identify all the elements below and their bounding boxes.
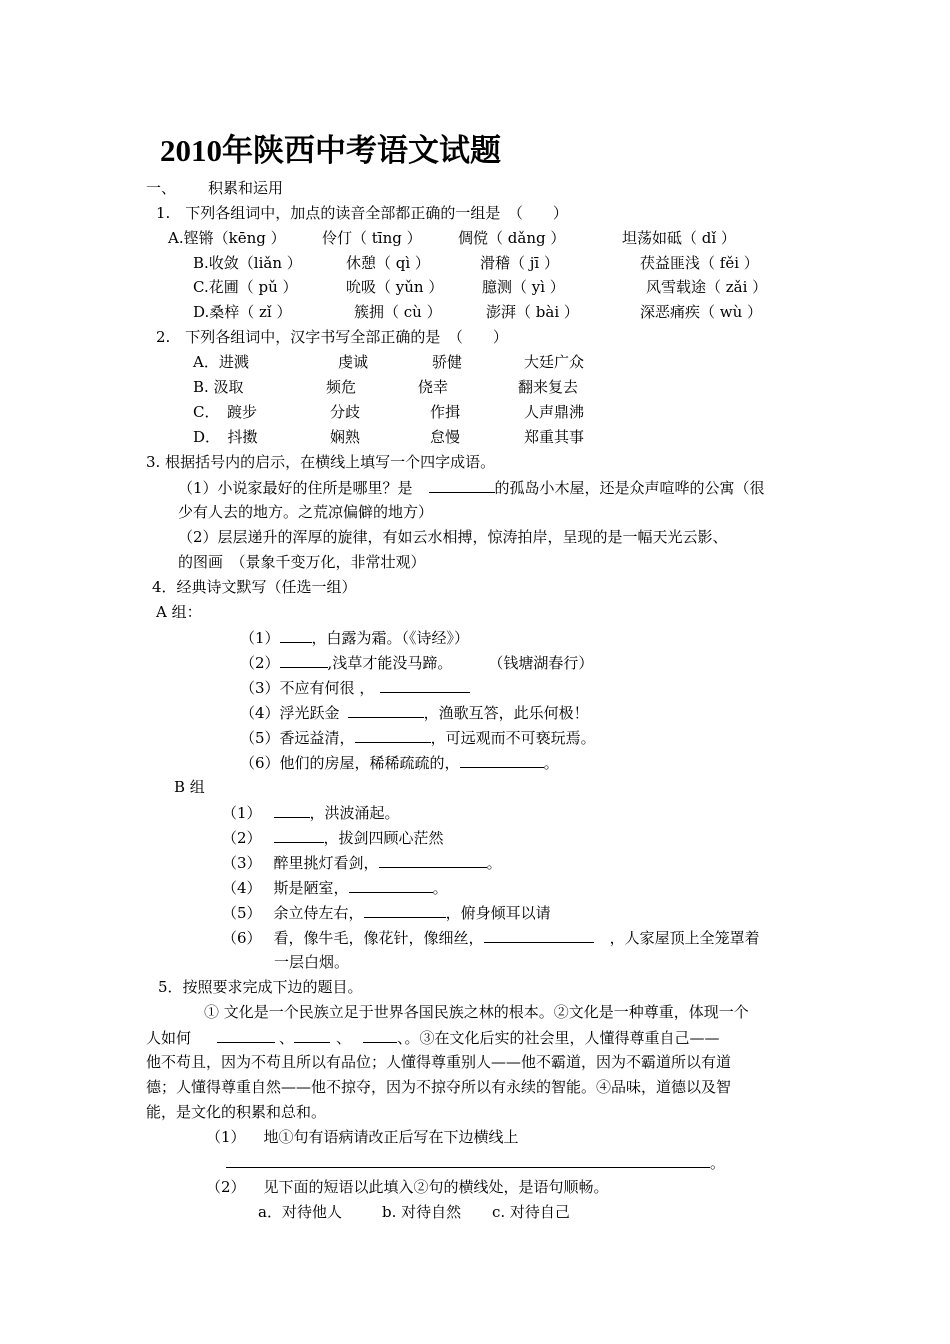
option-cell: 休憩（ qì ） bbox=[346, 254, 430, 272]
option-cell: D.桑梓（ zǐ ） bbox=[193, 303, 292, 321]
option-cell: 茯益匪浅（ fěi ） bbox=[640, 254, 759, 272]
item-number: （2） bbox=[222, 829, 262, 847]
group-b-item-5 bbox=[222, 902, 551, 923]
answer-blank[interactable] bbox=[294, 1027, 330, 1043]
option-cell: B.收敛（liǎn ） bbox=[193, 254, 302, 272]
item-number: （1） bbox=[240, 629, 280, 647]
item-number: （6） bbox=[240, 754, 280, 772]
text: 。 bbox=[543, 754, 559, 772]
group-a-item-2 bbox=[240, 652, 593, 673]
option-cell: 怠慢 bbox=[430, 428, 461, 446]
option-b: b. 对待自然 bbox=[382, 1203, 462, 1221]
question-5-stem: 5．按照要求完成下边的题目。 bbox=[158, 978, 363, 996]
group-b-item-6-cont: 一层白烟。 bbox=[274, 953, 350, 971]
answer-blank[interactable] bbox=[429, 477, 495, 493]
option-cell: 伶仃（ tīng ） bbox=[322, 229, 422, 247]
passage-line: 他不苟且，因为不苟且所以有品位；人懂得尊重别人——他不霸道，因为不霸道所以有道 bbox=[146, 1053, 732, 1071]
item-number: （3） bbox=[240, 679, 280, 697]
passage-line: ① 文化是一个民族立足于世界各国民族之林的根本。②文化是一种尊重，体现一个 bbox=[204, 1003, 749, 1021]
text: ，渔歌互答，此乐何极！ bbox=[423, 704, 589, 722]
group-b-item-2 bbox=[222, 827, 444, 848]
option-cell: D． 抖擞 bbox=[193, 428, 258, 446]
text: 他们的房屋，稀稀疏疏的， bbox=[279, 754, 460, 772]
text: ，人家屋顶上全笼罩着 bbox=[609, 929, 760, 947]
text: 香远益清， bbox=[279, 729, 355, 747]
group-b-item-3 bbox=[222, 852, 502, 873]
text: 、 bbox=[279, 1029, 295, 1047]
item-number: （2） bbox=[240, 654, 280, 672]
sub-question-1-answer bbox=[226, 1152, 725, 1173]
question-3-part-1 bbox=[178, 477, 765, 498]
question-3-part-2-cont: 的图画 （景象千变万化，非常壮观） bbox=[178, 553, 426, 571]
question-3-part-2: （2）层层递升的浑厚的旋律，有如云水相搏，惊涛拍岸，呈现的是一幅天光云影、 bbox=[178, 528, 728, 546]
option-cell: 分歧 bbox=[330, 403, 361, 421]
option-cell: 大廷广众 bbox=[524, 353, 585, 371]
text: 。 bbox=[486, 854, 502, 872]
group-a-item-1 bbox=[240, 627, 469, 648]
item-number: （5） bbox=[222, 904, 262, 922]
answer-blank[interactable] bbox=[349, 877, 433, 893]
item-number: （5） bbox=[240, 729, 280, 747]
section-label: 积累和运用 bbox=[208, 179, 284, 197]
option-cell: A．进溅 bbox=[193, 353, 249, 371]
answer-blank[interactable] bbox=[217, 1027, 275, 1043]
option-cell: 臆测（ yì ） bbox=[482, 278, 565, 296]
option-cell: 风雪载途（ zǎi ） bbox=[646, 278, 768, 296]
option-cell: 人声鼎沸 bbox=[524, 403, 585, 421]
option-cell: 虔诚 bbox=[338, 353, 369, 371]
item-number: （6） bbox=[222, 929, 262, 947]
answer-blank[interactable] bbox=[484, 927, 594, 943]
item-number: （3） bbox=[222, 854, 262, 872]
answer-blank[interactable] bbox=[280, 627, 312, 643]
section-heading bbox=[146, 178, 283, 198]
option-cell: 娴熟 bbox=[330, 428, 361, 446]
item-number: （1） bbox=[222, 804, 262, 822]
option-cell: C.花圃（ pǔ ） bbox=[193, 278, 298, 296]
option-cell: 滑稽（ jī ） bbox=[480, 254, 559, 272]
passage-line: 德；人懂得尊重自然——他不掠夺，因为不掠夺所以有永续的智能。④品味，道德以及智 bbox=[146, 1078, 732, 1096]
answer-line[interactable] bbox=[226, 1152, 710, 1168]
option-cell: 频危 bbox=[326, 378, 357, 396]
answer-blank[interactable] bbox=[460, 752, 544, 768]
text: 。 bbox=[710, 1154, 726, 1172]
group-a-item-4 bbox=[240, 702, 589, 723]
group-a-item-6 bbox=[240, 752, 559, 773]
answer-blank[interactable] bbox=[380, 677, 470, 693]
option-cell: C． 踱步 bbox=[193, 403, 257, 421]
group-b-item-6 bbox=[222, 927, 760, 948]
option-cell: 簇拥（ cù ） bbox=[354, 303, 442, 321]
text: 。 bbox=[432, 879, 448, 897]
answer-blank[interactable] bbox=[364, 902, 446, 918]
group-a-item-3 bbox=[240, 677, 470, 698]
text: ，洪波涌起。 bbox=[309, 804, 400, 822]
text: ，拔剑四顾心茫然 bbox=[323, 829, 444, 847]
question-2-stem: 2. 下列各组词中，汉字书写全部正确的是 （ ） bbox=[156, 328, 508, 346]
answer-blank[interactable] bbox=[363, 1027, 397, 1043]
group-a-label: A 组： bbox=[156, 603, 202, 621]
passage-line bbox=[146, 1027, 720, 1048]
text: 斯是陋室， bbox=[273, 879, 349, 897]
text: ，可远观而不可亵玩焉。 bbox=[430, 729, 596, 747]
group-a-item-5 bbox=[240, 727, 596, 748]
item-number: （1） bbox=[206, 1128, 246, 1146]
option-cell: 澎湃（ bài ） bbox=[486, 303, 579, 321]
section-number: 一、 bbox=[146, 179, 177, 197]
text: 地①句有语病请改正后写在下边横线上 bbox=[263, 1128, 519, 1146]
group-b-item-4 bbox=[222, 877, 448, 898]
text: 见下面的短语以此填入②句的横线处，是语句顺畅。 bbox=[263, 1178, 609, 1196]
option-cell: 翻来复去 bbox=[518, 378, 579, 396]
text: ，俯身倾耳以请 bbox=[445, 904, 551, 922]
text: ，白露为霜。（《诗经》） bbox=[311, 629, 470, 647]
option-a: a．对待他人 bbox=[258, 1203, 342, 1221]
option-cell: A.铿锵（kēng ） bbox=[168, 229, 286, 247]
text: ,浅草才能没马蹄。 bbox=[327, 654, 453, 672]
question-3-part-1-cont: 少有人去的地方。之荒凉偏僻的地方） bbox=[178, 503, 434, 521]
group-b-label: B 组 bbox=[174, 778, 205, 796]
sub-question-2 bbox=[206, 1177, 609, 1197]
option-cell: 深恶痛疾（ wù ） bbox=[640, 303, 763, 321]
answer-blank[interactable] bbox=[274, 802, 310, 818]
option-cell: 坦荡如砥（ dǐ ） bbox=[622, 229, 736, 247]
question-3-stem: 3. 根据括号内的启示，在横线上填写一个四字成语。 bbox=[146, 453, 496, 471]
text: 余立侍左右， bbox=[273, 904, 364, 922]
passage-line: 能，是文化的积累和总和。 bbox=[146, 1103, 327, 1121]
option-cell: 郑重其事 bbox=[524, 428, 585, 446]
text: 不应有何很 ， bbox=[279, 679, 375, 697]
option-c: c. 对待自己 bbox=[492, 1203, 570, 1221]
item-number: （4） bbox=[222, 879, 262, 897]
item-number: （2） bbox=[206, 1178, 246, 1196]
text: 看，像牛毛，像花针，像细丝， bbox=[273, 929, 484, 947]
option-cell: 骄健 bbox=[432, 353, 463, 371]
answer-blank[interactable] bbox=[379, 852, 487, 868]
text: 浮光跃金 bbox=[279, 704, 340, 722]
answer-blank[interactable] bbox=[355, 727, 431, 743]
question-1-stem: 1. 下列各组词中，加点的读音全部都正确的一组是 （ ） bbox=[156, 204, 568, 222]
option-cell: B. 汲取 bbox=[193, 378, 244, 396]
option-cell: 作揖 bbox=[430, 403, 461, 421]
text: 的孤岛小木屋，还是众声喧哗的公寓（很 bbox=[494, 479, 765, 497]
text: 、。③在文化后实的社会里，人懂得尊重自己—— bbox=[397, 1029, 720, 1047]
answer-blank[interactable] bbox=[274, 827, 324, 843]
text: 人如何 bbox=[146, 1029, 192, 1047]
answer-blank[interactable] bbox=[280, 652, 328, 668]
text: 、 bbox=[336, 1029, 352, 1047]
group-b-item-1 bbox=[222, 802, 400, 823]
option-cell: 倜傥（ dǎng ） bbox=[458, 229, 566, 247]
sub-question-1 bbox=[206, 1127, 519, 1147]
answer-blank[interactable] bbox=[348, 702, 424, 718]
source-note: （钱塘湖春行） bbox=[488, 654, 594, 672]
item-number: （4） bbox=[240, 704, 280, 722]
page-title: 2010年陕西中考语文试题 bbox=[160, 133, 501, 168]
option-cell: 吮吸（ yǔn ） bbox=[346, 278, 444, 296]
text: （1）小说家最好的住所是哪里？是 bbox=[178, 479, 413, 497]
question-4-stem: 4．经典诗文默写（任选一组） bbox=[152, 578, 357, 596]
text: 醉里挑灯看剑， bbox=[273, 854, 379, 872]
option-cell: 侥幸 bbox=[418, 378, 449, 396]
